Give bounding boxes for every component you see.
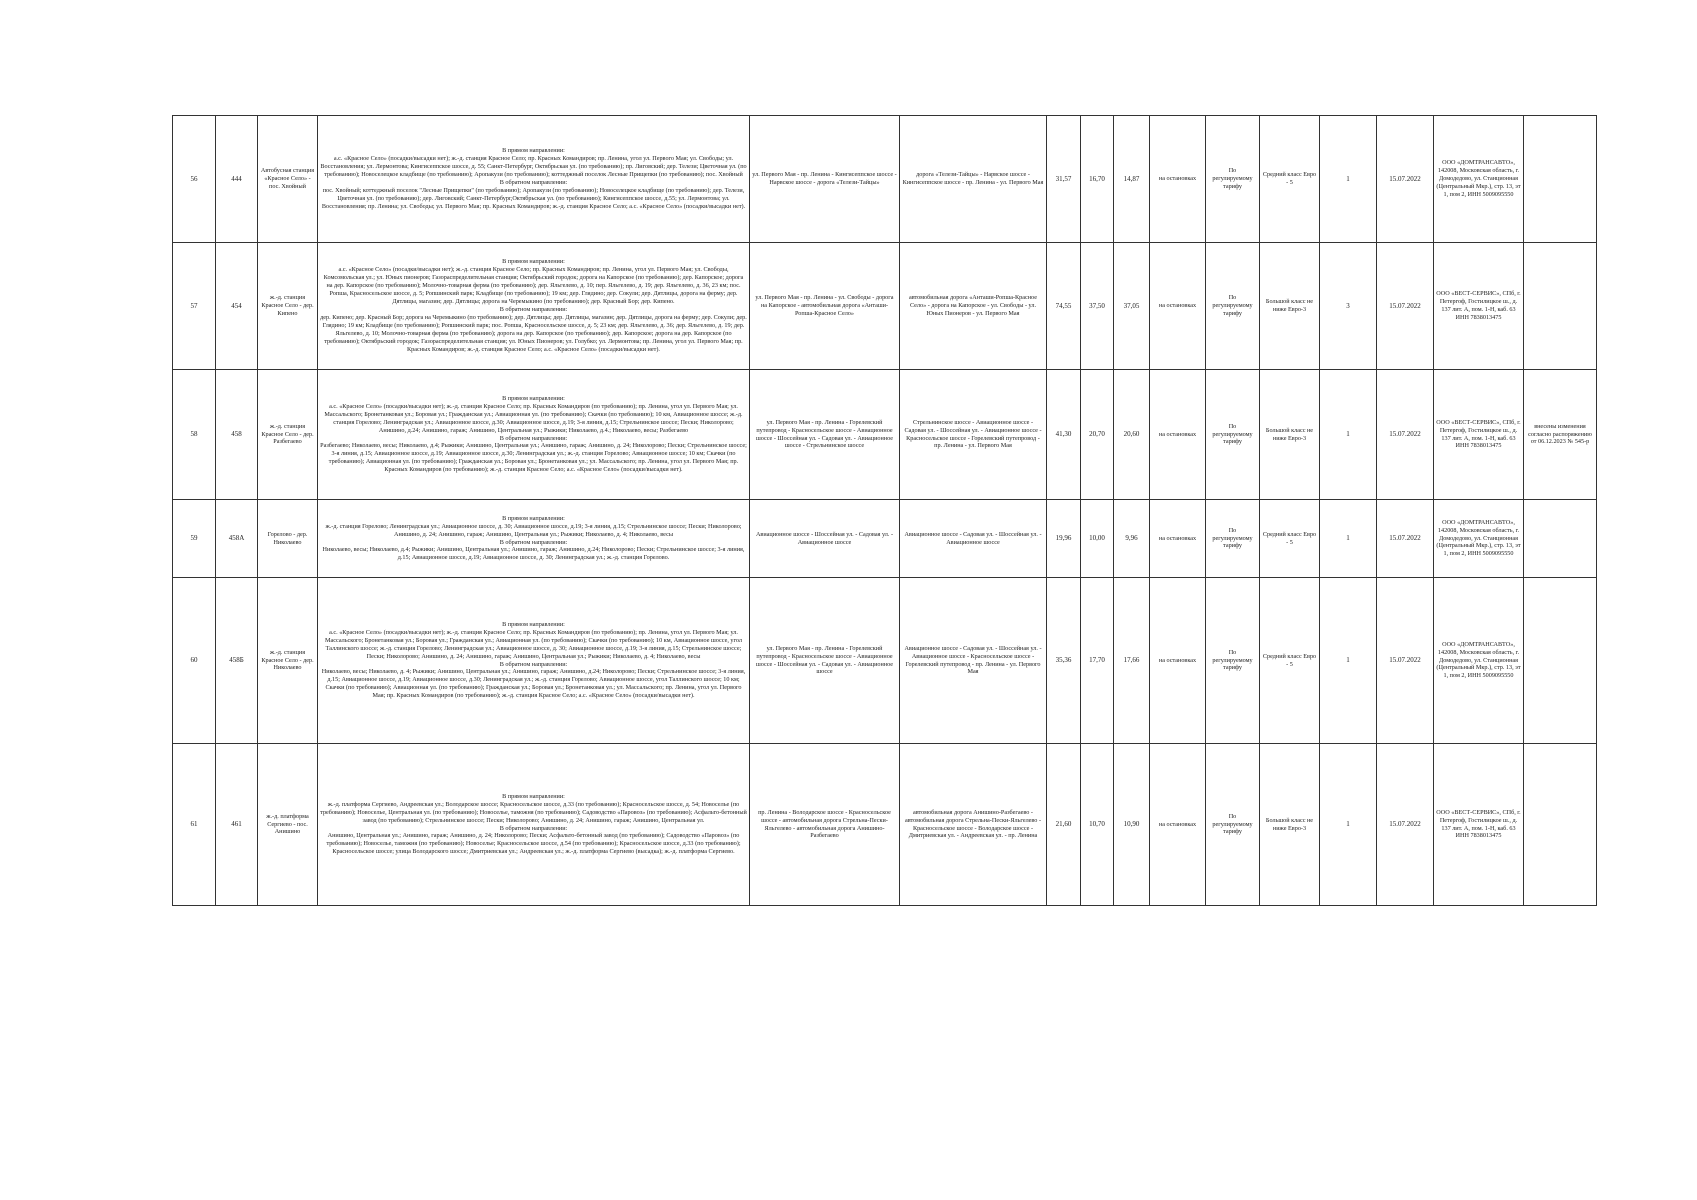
- note: [1524, 116, 1597, 243]
- stops-list: [318, 370, 750, 500]
- row-number: 59: [173, 500, 216, 578]
- vehicle-class: Средний класс Евро - 5: [1260, 578, 1320, 744]
- table-row: [173, 243, 1597, 370]
- streets-forward: ул. Первого Мая - пр. Ленина - Горелевский путепровод - Красносельское шоссе - Авиационное шоссе - Шоссейная ул. - Садовая ул. - Авиационное шоссе - Стрельнинское шоссе: [750, 370, 900, 500]
- length-forward: 10,00: [1081, 500, 1114, 578]
- stops-list: [318, 500, 750, 578]
- forward-label: В прямом направлении:: [502, 394, 565, 402]
- route-number: 458А: [216, 500, 258, 578]
- start-date: 15.07.2022: [1377, 744, 1434, 906]
- route-number: 458: [216, 370, 258, 500]
- tariff: По регулируемому тарифу: [1206, 116, 1260, 243]
- row-number: 57: [173, 243, 216, 370]
- forward-label: В прямом направлении:: [502, 147, 565, 155]
- streets-backward: Авиационное шоссе - Садовая ул. - Шоссейная ул. - Авиационное шоссе: [900, 500, 1047, 578]
- backward-label: В обратном направлении:: [499, 660, 568, 668]
- route-name: Горелово - дер. Николаево: [258, 500, 318, 578]
- carrier: ООО «ДОМТРАНСАВТО», 142008, Московская область, г. Домодедово, ул. Станционная (Центральный Мкр.), стр. 13, эт 1, пом 2, ИНН 5009095550: [1434, 500, 1524, 578]
- length-backward: 9,96: [1114, 500, 1150, 578]
- backward-stops: Разбегаево; Николаево, весы; Николаево, д.4; Рыжики; Анишино, Центральная ул.; Анишино, гараж; Анишино, д. 24; Николорово; Пески; Стрельнинское шоссе; 3-я линия, д.15; Авиационное шоссе, д.19; Авиационное шоссе, д.30; Ленинградская ул.; ж.-д. станция Горелово; Авиационное шоссе; 10 км; Скачки (по требованию); Авиационная ул. (по требованию); Гражданская ул.; Боровая ул.; Бронетанковая ул.; ул. Массальского; пр. Ленина, угол ул. Первого Мая; пр. Красных Командиров (по требованию); ж.-д. станция Красное Село; а.с. «Красное Село» (посадки/высадки нет).: [320, 442, 747, 474]
- table-row: [173, 116, 1597, 243]
- routes-table-body: [173, 116, 1597, 906]
- carrier: ООО «ВЕСТ-СЕРВИС», СПб, г. Петергоф, Гостилицкое ш., д. 137 лит. А, пом. 1-Н, каб. 63 ИНН 7838013475: [1434, 370, 1524, 500]
- carrier: ООО «ВЕСТ-СЕРВИС», СПб, г. Петергоф, Гостилицкое ш., д. 137 лит. А, пом. 1-Н, каб. 63 ИНН 7838013475: [1434, 744, 1524, 906]
- carrier: ООО «ДОМТРАНСАВТО», 142008, Московская область, г. Домодедово, ул. Станционная (Центральный Мкр.), стр. 13, эт 1, пом 2, ИНН 5009095550: [1434, 578, 1524, 744]
- row-number: 58: [173, 370, 216, 500]
- start-date: 15.07.2022: [1377, 578, 1434, 744]
- backward-label: В обратном направлении:: [499, 434, 568, 442]
- length-total: 74,55: [1047, 243, 1081, 370]
- start-date: 15.07.2022: [1377, 500, 1434, 578]
- length-backward: 20,60: [1114, 370, 1150, 500]
- carrier: ООО «ДОМТРАНСАВТО», 142008, Московская область, г. Домодедово, ул. Станционная (Центральный Мкр.), стр. 13, эт 1, пом 2, ИНН 5009095550: [1434, 116, 1524, 243]
- forward-label: В прямом направлении:: [502, 258, 565, 266]
- length-total: 41,30: [1047, 370, 1081, 500]
- backward-label: В обратном направлении:: [499, 306, 568, 313]
- table-row: [173, 744, 1597, 906]
- stops-list: [318, 578, 750, 744]
- backward-stops: Анишино, Центральная ул.; Анишино, гараж; Анишино, д. 24; Николорово; Пески; Асфальто-бетонный завод (по требованию); Садоводство «Паровоз» (по требованию); Новоселье, таможня (по требованию); Новоселье; Красносельское шоссе, д.54 (по требованию); Красносельское шоссе, д.33 (по требованию); Красносельское шоссе; улица Володарского шоссе; Дмитриевская ул.; Андреевская ул.; ж.-д. платформа Сергиево (высадка); ж.-д. платформа Сергиево.: [326, 832, 741, 856]
- route-name: ж.-д. станция Красное Село - дер. Николаево: [258, 578, 318, 744]
- stops-order: на остановках: [1150, 500, 1206, 578]
- forward-label: В прямом направлении:: [502, 620, 565, 628]
- note: [1524, 500, 1597, 578]
- backward-label: В обратном направлении:: [499, 538, 568, 546]
- note: [1524, 243, 1597, 370]
- stops-list: [318, 243, 750, 370]
- forward-stops: ж.-д. станция Горелово; Ленинградская ул.; Авиационное шоссе, д. 30; Авиационное шоссе, д.19; 3-я линия, д.15; Стрельнинское шоссе; Пески; Николорово; Анишино, д. 24; Анишино, гараж; Анишино, Центральная ул.; Рыжики; Николаево, д. 4; Николаево, весы: [325, 522, 742, 538]
- forward-stops: а.с. «Красное Село» (посадки/высадки нет); ж.-д. станция Красное Село; пр. Красных Командиров; пр. Ленина, угол ул. Первого Мая; ул. Свободы; ул. Восстановления; ул. Лермонтова; Кингисеппское шоссе, д. 55; Санкт-Петербург, Октябрьская ул. (по требованию); пр. Лиговский; дер. Телези; Цветочная ул. (по требованию); Новоселецкое кладбище (по требованию); Аропакузи (по требованию); коттеджный поселок Лесные Прищепки (по требованию); пос. Хвойный: [320, 155, 747, 179]
- vehicle-class: Средний класс Евро - 5: [1260, 116, 1320, 243]
- length-forward: 37,50: [1081, 243, 1114, 370]
- vehicle-count: 1: [1320, 116, 1377, 243]
- length-total: 35,36: [1047, 578, 1081, 744]
- stops-list: [318, 744, 750, 906]
- tariff: По регулируемому тарифу: [1206, 500, 1260, 578]
- vehicle-class: Большой класс не ниже Евро-3: [1260, 370, 1320, 500]
- start-date: 15.07.2022: [1377, 370, 1434, 500]
- forward-stops: ж.-д. платформа Сергиево, Андреевская ул.; Володарское шоссе; Красносельское шоссе, д.33 (по требованию); Красносельское шоссе, д. 54; Новоселье (по требованию); Новоселье, Центральная ул. (по требованию); Новоселье, таможня (по требованию); Садоводство «Паровоз» (по требованию); Асфальто-бетонный завод (по требованию); Стрельнинское шоссе; Пески; Николорово; Анишино, д. 24; Анишино, гараж; Анишино, Центральная ул.: [320, 800, 747, 824]
- backward-label: В обратном направлении:: [499, 824, 568, 832]
- stops-order: на остановках: [1150, 370, 1206, 500]
- backward-stops: Николаево, весы; Николаево, д. 4; Рыжики; Анишино, Центральная ул.; Анишино, гараж; Анишино, д.24; Николорово; Пески; Стрельнинское шоссе; 3-я линия, д.15; Авиационное шоссе, д.19; Авиационное шоссе, д.30; Ленинградская ул.; ж.-д. станция Горелово; Авиационное шоссе, угол Таллинского шоссе; 10 км; Скачки (по требованию); Авиационная ул. (по требованию); Гражданская ул.; Боровая ул.; Бронетанковая ул.; ул. Массальского; пр. Ленина, угол ул. Первого Мая; пр. Красных Командиров (по требованию); ж.-д. станция Красное Село; а.с. «Красное Село» (посадки/высадки нет).: [321, 668, 746, 700]
- streets-forward: ул. Первого Мая - пр. Ленина - ул. Свободы - дорога на Капорское - автомобильная дорога «Анташи-Ропша-Красное Село»: [750, 243, 900, 370]
- streets-backward: автомобильная дорога «Анташи-Ропша-Красное Село» - дорога на Капорское - ул. Свободы - ул. Юных Пионеров - ул. Первого Мая: [900, 243, 1047, 370]
- route-number: 458Б: [216, 578, 258, 744]
- row-number: 61: [173, 744, 216, 906]
- stops-order: на остановках: [1150, 116, 1206, 243]
- forward-stops: а.с. «Красное Село» (посадки/высадки нет); ж.-д. станция Красное Село; пр. Красных Командиров (по требованию); пр. Ленина, угол ул. Первого Мая; ул. Массальского; Бронетанковая ул.; Боровая ул.; Гражданская ул.; Авиационная ул. (по требованию); Скачки (по требованию); 10 км, Авиационное шоссе; ж.-д. станция Горелово; Ленинградская ул.; Авиационное шоссе, д.30; Авиационное шоссе, д.19; 3-я линия, д.15; Стрельнинское шоссе; Пески; Николорово; Анишино, д.24; Анишино, гараж; Анишино, Центральная ул.; Рыжики; Николаево, д.4.; Николаево, весы; Разбегаево: [324, 402, 743, 434]
- table-row: [173, 578, 1597, 744]
- stops-order: на остановках: [1150, 578, 1206, 744]
- length-backward: 14,87: [1114, 116, 1150, 243]
- vehicle-class: Большой класс не ниже Евро-3: [1260, 243, 1320, 370]
- stops-order: на остановках: [1150, 744, 1206, 906]
- tariff: По регулируемому тарифу: [1206, 744, 1260, 906]
- streets-forward: пр. Ленина - Володарское шоссе - Красносельское шоссе - автомобильная дорога Стрельна-Пески-Яльгелево - автомобильная дорога Анишино-Разбегаево: [750, 744, 900, 906]
- forward-stops: а.с. «Красное Село» (посадки/высадки нет); ж.-д. станция Красное Село; пр. Красных Командиров; пр. Ленина, угол ул. Первого Мая; ул. Свободы, Комсомольская ул.; ул. Юных пионеров; Газораспределительная станция; Октябрьский городок; дорога на Капорское (по требованию); дер. Капорское; дорога на дер. Капорское (по требованию); Молочно-товарная ферма (по требованию); дер. Яльгелево, д. 10; пер. Яльгелево, д. 19; дер. Яльгелево, д. 36, 23 км; пос. Ропша, Красносельское шоссе, д. 5; Ропшинский парк; Кладбище (по требованию); 19 км; дер. Глядино; дер. Сокули; дер. Дятлицы, дорога на ферму; дер. Дятлицы, магазин; дер. Дятлицы; дорога на Черемыкино (по требованию); дер. Красный Бор; дер. Кипено.: [323, 266, 744, 306]
- length-total: 31,57: [1047, 116, 1081, 243]
- routes-table: [172, 115, 1597, 906]
- route-number: 454: [216, 243, 258, 370]
- streets-backward: Стрельнинское шоссе - Авиационное шоссе - Садовая ул. - Шоссейная ул. - Авиационное шоссе - Красносельское шоссе - Горелевский путепровод - пр. Ленина - ул. Первого Мая: [900, 370, 1047, 500]
- vehicle-class: Средний класс Евро - 5: [1260, 500, 1320, 578]
- carrier: ООО «ВЕСТ-СЕРВИС», СПб, г. Петергоф, Гостилицкое ш., д. 137 лит. А, пом. 1-Н, каб. 63 ИНН 7838013475: [1434, 243, 1524, 370]
- backward-stops: пос. Хвойный; коттеджный поселок "Лесные Прищепки" (по требованию); Аропакузи (по требованию); Новоселецкое кладбище (по требованию); дер. Телези, Цветочная ул. (по требованию); дер. Лиговский; Санкт-Петербург,Октябрьская ул. (по требованию); Кингисеппское шоссе, д.55; ул. Лермонтова; ул. Восстановления; пр. Ленина; ул. Свободы; ул. Первого Мая; пр. Красных Командиров; ж.-д. станция Красное Село; а.с. «Красное Село» (посадки/высадки нет).: [321, 186, 746, 210]
- length-backward: 10,90: [1114, 744, 1150, 906]
- note: внесены изменения согласно распоряжению от 06.12.2023 № 545-р: [1524, 370, 1597, 500]
- length-backward: 37,05: [1114, 243, 1150, 370]
- note: [1524, 744, 1597, 906]
- backward-stops: дер. Кипено; дер. Красный Бор; дорога на Черемыкино (по требованию); дер. Дятлицы; дер. Дятлицы, магазин; дер. Дятлицы, дорога на ферму; дер. Сокули; дер. Глядино; 19 км; Кладбище (по требованию); Ропшинский парк; пос. Ропша, Красносельское шоссе, д. 5; 23 км; дер. Яльгелево, д. 36; дер. Яльгелево, д. 19; дер. Яльгелево, д. 10; Молочно-товарная ферма (по требованию); дорога на дер. Капорское (по требованию); дер. Капорское; дорога на дер. Капорское (по требованию); Октябрьский городок; Газораспределительная станция; ул. Юных Пионеров; ул. Голубко; ул. Лермонтова; пр. Ленина, угол ул. Первого Мая; пр. Красных Командиров; ж.-д. станция Красное Село; а.с. «Красное Село» (посадки/высадки нет).: [320, 313, 747, 353]
- length-total: 19,96: [1047, 500, 1081, 578]
- vehicle-count: 3: [1320, 243, 1377, 370]
- length-forward: 20,70: [1081, 370, 1114, 500]
- length-forward: 16,70: [1081, 116, 1114, 243]
- vehicle-count: 1: [1320, 500, 1377, 578]
- length-backward: 17,66: [1114, 578, 1150, 744]
- route-name: ж.-д. платформа Сергиево - пос. Анишино: [258, 744, 318, 906]
- streets-backward: Авиационное шоссе - Садовая ул. - Шоссейная ул. - Авиационное шоссе - Красносельское шоссе - Горелевский путепровод - пр. Ленина - ул. Первого Мая: [900, 578, 1047, 744]
- streets-forward: Авиационное шоссе - Шоссейная ул. - Садовая ул. - Авиационное шоссе: [750, 500, 900, 578]
- start-date: 15.07.2022: [1377, 243, 1434, 370]
- note: [1524, 578, 1597, 744]
- tariff: По регулируемому тарифу: [1206, 578, 1260, 744]
- start-date: 15.07.2022: [1377, 116, 1434, 243]
- tariff: По регулируемому тарифу: [1206, 370, 1260, 500]
- length-forward: 10,70: [1081, 744, 1114, 906]
- streets-forward: ул. Первого Мая - пр. Ленина - Кингисеппское шоссе - Нарвское шоссе - дорога «Телези-Тайцы»: [750, 116, 900, 243]
- route-number: 461: [216, 744, 258, 906]
- tariff: По регулируемому тарифу: [1206, 243, 1260, 370]
- length-total: 21,60: [1047, 744, 1081, 906]
- route-name: ж.-д. станция Красное Село - дер. Разбегаево: [258, 370, 318, 500]
- stops-order: на остановках: [1150, 243, 1206, 370]
- route-name: Автобусная станция «Красное Село» - пос. Хвойный: [258, 116, 318, 243]
- row-number: 56: [173, 116, 216, 243]
- vehicle-class: Большой класс не ниже Евро-3: [1260, 744, 1320, 906]
- stops-list: [318, 116, 750, 243]
- backward-label: В обратном направлении:: [499, 179, 568, 186]
- length-forward: 17,70: [1081, 578, 1114, 744]
- table-row: [173, 500, 1597, 578]
- vehicle-count: 1: [1320, 578, 1377, 744]
- streets-backward: дорога «Телези-Тайцы» - Нарвское шоссе - Кингисеппское шоссе - пр. Ленина - ул. Первого Мая: [900, 116, 1047, 243]
- forward-stops: а.с. «Красное Село» (посадки/высадки нет); ж.-д. станция Красное Село; пр. Красных Командиров (по требованию); пр. Ленина, угол ул. Первого Мая; ул. Массальского; Бронетанковая ул.; Боровая ул.; Гражданская ул.; Авиационная ул. (по требованию); Скачки (по требованию); 10 км, Авиационное шоссе, угол Таллинского шоссе; ж.-д. станция Горелово; Ленинградская ул.; Авиационное шоссе, д. 30; Авиационное шоссе, д.19; 3-я линия, д.15; Стрельнинское шоссе; Пески; Николорово; Анишино, д. 24; Анишино, гараж; Анишино, Центральная ул.; Рыжики; Николаево, д. 4; Николаево, весы: [325, 628, 742, 660]
- streets-forward: ул. Первого Мая - пр. Ленина - Горелевский путепровод - Красносельское шоссе - Авиационное шоссе - Шоссейная ул. - Садовая ул. - Авиационное шоссе: [750, 578, 900, 744]
- route-number: 444: [216, 116, 258, 243]
- vehicle-count: 1: [1320, 744, 1377, 906]
- streets-backward: автомобильная дорога Анишино-Разбегаево - автомобильная дорога Стрельна-Пески-Яльгелево - Красносельское шоссе - Володарское шоссе - Дмитриевская ул. - Андреевская ул. - пр. Ленина: [900, 744, 1047, 906]
- table-row: [173, 370, 1597, 500]
- vehicle-count: 1: [1320, 370, 1377, 500]
- route-name: ж.-д. станция Красное Село - дер. Кипено: [258, 243, 318, 370]
- forward-label: В прямом направлении:: [502, 792, 565, 800]
- row-number: 60: [173, 578, 216, 744]
- forward-label: В прямом направлении:: [502, 514, 565, 522]
- backward-stops: Николаево, весы; Николаево, д.4; Рыжики; Анишино, Центральная ул.; Анишино, гараж; Анишино, д.24; Николорово; Пески; Стрельнинское шоссе; 3-я линия, д.15; Авиационное шоссе, д.19; Авиационное шоссе, д. 30; Ленинградская ул.; ж.-д. станция Горелово.: [322, 546, 745, 562]
